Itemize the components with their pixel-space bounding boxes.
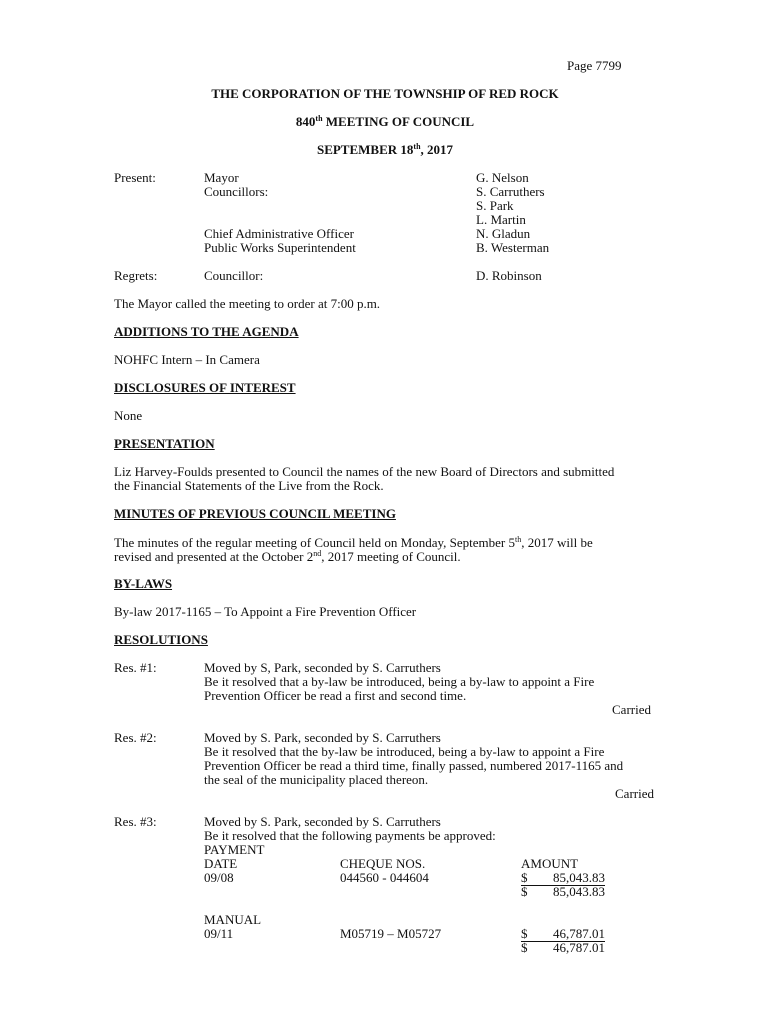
currency-symbol: $ <box>521 926 528 941</box>
disclosures-text: None <box>114 408 143 423</box>
resolution-text: Be it resolved that the by-law be introduced, being a by-law to appoint a Fire <box>204 744 605 759</box>
bylaws-heading: BY-LAWS <box>114 576 173 591</box>
resolution-status: Carried <box>615 786 654 801</box>
payment-amount: 85,043.83 <box>553 870 605 885</box>
payment-col-date: DATE <box>204 856 238 871</box>
resolution-text: Moved by S, Park, seconded by S. Carruthers <box>204 660 441 675</box>
payment-total: 85,043.83 <box>553 884 605 899</box>
resolution-text: Be it resolved that a by-law be introduced, being a by-law to appoint a Fire <box>204 674 595 689</box>
call-to-order: The Mayor called the meeting to order at 7:00 p.m. <box>114 296 381 311</box>
resolution-status: Carried <box>612 702 651 717</box>
meeting-date: SEPTEMBER 18th, 2017 <box>316 142 454 157</box>
payment-cheque: M05719 – M05727 <box>340 926 442 941</box>
attendance-role: Chief Administrative Officer <box>204 226 354 241</box>
presentation-heading: PRESENTATION <box>114 436 215 451</box>
resolution-label: Res. #2: <box>114 730 157 745</box>
payment-date: 09/11 <box>204 926 234 941</box>
attendance-name: N. Gladun <box>476 226 531 241</box>
attendance-role: Mayor <box>204 170 239 185</box>
payment-col-cheque: CHEQUE NOS. <box>340 856 426 871</box>
present-label: Present: <box>114 170 156 185</box>
attendance-name: L. Martin <box>476 212 526 227</box>
additions-heading: ADDITIONS TO THE AGENDA <box>114 324 299 339</box>
resolution-text: Moved by S. Park, seconded by S. Carruthers <box>204 814 441 829</box>
resolution-label: Res. #1: <box>114 660 157 675</box>
additions-text: NOHFC Intern – In Camera <box>114 352 260 367</box>
resolution-text: Moved by S. Park, seconded by S. Carruthers <box>204 730 441 745</box>
attendance-name: B. Westerman <box>476 240 550 255</box>
payment-heading: PAYMENT <box>204 842 265 857</box>
minutes-text: revised and presented at the October 2nd, 2017 meeting of Council. <box>114 549 461 564</box>
resolution-text: Prevention Officer be read a third time, finally passed, numbered 2017-1165 and <box>204 758 624 773</box>
currency-symbol: $ <box>521 870 528 885</box>
resolutions-heading: RESOLUTIONS <box>114 632 208 647</box>
payment-total: 46,787.01 <box>553 940 605 955</box>
resolution-text: the seal of the municipality placed thereon. <box>204 772 429 787</box>
regrets-name: D. Robinson <box>476 268 542 283</box>
attendance-name: S. Park <box>476 198 514 213</box>
page-number: Page 7799 <box>567 58 622 73</box>
currency-symbol: $ <box>521 940 528 955</box>
payment-date: 09/08 <box>204 870 234 885</box>
minutes-heading: MINUTES OF PREVIOUS COUNCIL MEETING <box>114 506 396 521</box>
resolution-text: Prevention Officer be read a first and second time. <box>204 688 467 703</box>
payment-cheque: 044560 - 044604 <box>340 870 429 885</box>
bylaw-item: By-law 2017-1165 – To Appoint a Fire Prevention Officer <box>114 604 417 619</box>
attendance-role: Councillors: <box>204 184 269 199</box>
payment-amount: 46,787.01 <box>553 926 605 941</box>
manual-label: MANUAL <box>204 912 262 927</box>
regrets-role: Councillor: <box>204 268 264 283</box>
meeting-title: 840th MEETING OF COUNCIL <box>295 114 475 129</box>
payment-total-row <box>521 885 605 899</box>
payment-total-row <box>521 941 605 955</box>
payment-col-amount: AMOUNT <box>521 856 579 871</box>
document-title: THE CORPORATION OF THE TOWNSHIP OF RED ROCK <box>211 86 559 101</box>
disclosures-heading: DISCLOSURES OF INTEREST <box>114 380 296 395</box>
resolution-label: Res. #3: <box>114 814 157 829</box>
attendance-role: Public Works Superintendent <box>204 240 356 255</box>
attendance-name: S. Carruthers <box>476 184 545 199</box>
minutes-text: The minutes of the regular meeting of Council held on Monday, September 5th, 2017 will be <box>114 535 593 550</box>
presentation-text: the Financial Statements of the Live from the Rock. <box>114 478 384 493</box>
regrets-label: Regrets: <box>114 268 158 283</box>
presentation-text: Liz Harvey-Foulds presented to Council the names of the new Board of Directors and submitted <box>114 464 615 479</box>
resolution-text: Be it resolved that the following payments be approved: <box>204 828 496 843</box>
attendance-name: G. Nelson <box>476 170 529 185</box>
currency-symbol: $ <box>521 884 528 899</box>
